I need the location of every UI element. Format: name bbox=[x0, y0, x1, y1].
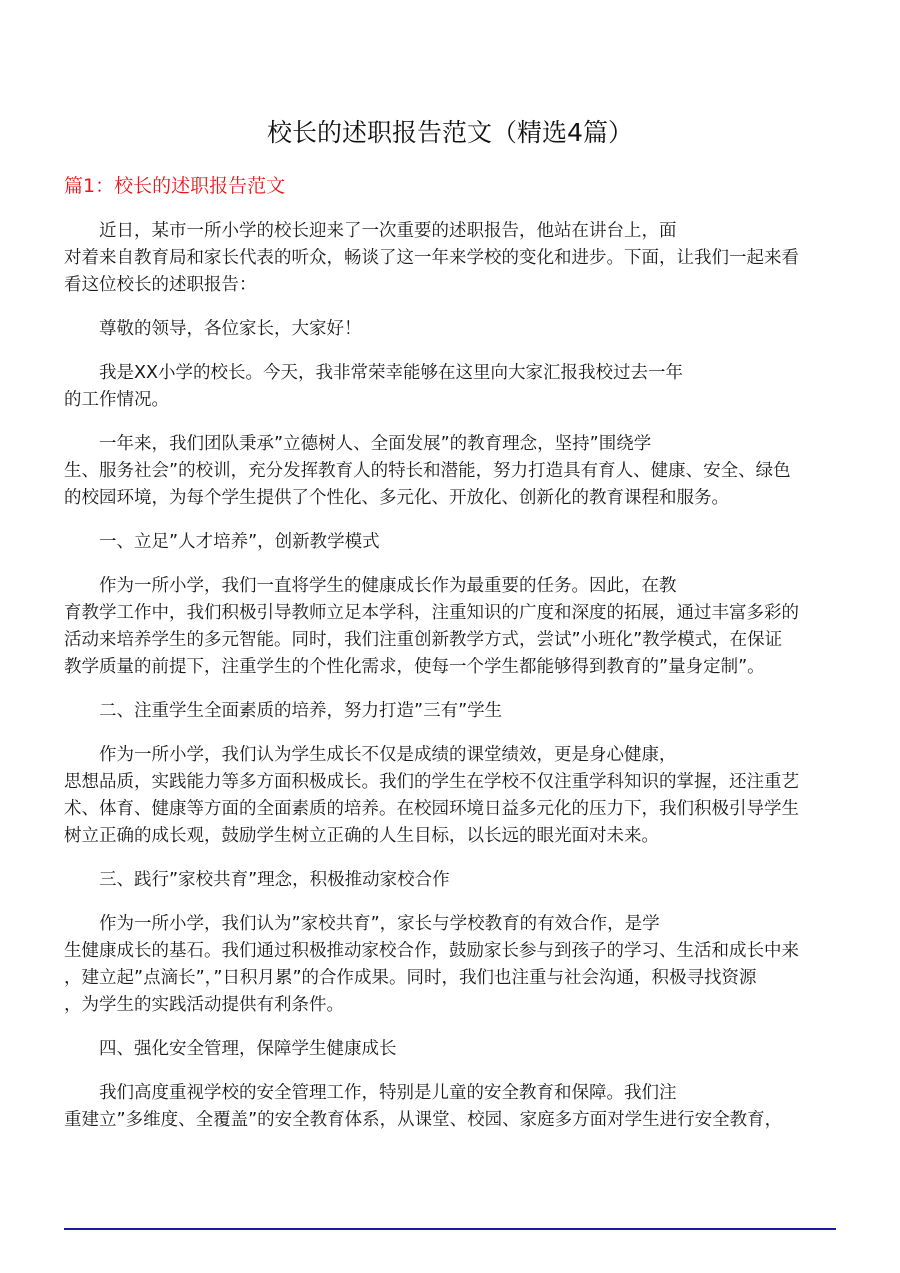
text-line: 作为一所小学，我们一直将学生的健康成长作为最重要的任务。因此，在教 bbox=[99, 576, 677, 596]
paragraph bbox=[64, 218, 844, 299]
text-line: 看这位校长的述职报告： bbox=[64, 275, 257, 295]
text-line: 生健康成长的基石。我们通过积极推动家校合作，鼓励家长参与到孩子的学习、生活和成长中来 bbox=[64, 941, 799, 961]
document-title: 校长的述职报告范文（精选4篇） bbox=[267, 118, 633, 147]
document-body bbox=[64, 218, 844, 1151]
paragraph bbox=[64, 431, 844, 512]
paragraph bbox=[64, 529, 844, 556]
paragraph bbox=[64, 742, 844, 850]
paragraph bbox=[64, 867, 844, 894]
footer-divider bbox=[64, 1228, 836, 1230]
text-line: 二、注重学生全面素质的培养，努力打造”三有”学生 bbox=[99, 701, 503, 721]
text-line: 的工作情况。 bbox=[64, 390, 169, 410]
paragraph bbox=[64, 573, 844, 681]
text-line: ，为学生的实践活动提供有利条件。 bbox=[64, 995, 344, 1015]
text-line: ，建立起”点滴长”，”日积月累”的合作成果。同时，我们也注重与社会沟通，积极寻找资源 bbox=[64, 968, 757, 988]
paragraph bbox=[64, 316, 844, 343]
text-line: 我们高度重视学校的安全管理工作，特别是儿童的安全教育和保障。我们注 bbox=[99, 1083, 677, 1103]
text-line: 的校园环境，为每个学生提供了个性化、多元化、开放化、创新化的教育课程和服务。 bbox=[64, 488, 729, 508]
text-line: 我是XX小学的校长。今天，我非常荣幸能够在这里向大家汇报我校过去一年 bbox=[99, 363, 683, 383]
text-line: 术、体育、健康等方面的全面素质的培养。在校园环境日益多元化的压力下，我们积极引导学生 bbox=[64, 799, 799, 819]
text-line: 作为一所小学，我们认为学生成长不仅是成绩的课堂绩效，更是身心健康， bbox=[99, 745, 677, 765]
text-line: 近日，某市一所小学的校长迎来了一次重要的述职报告，他站在讲台上，面 bbox=[99, 221, 677, 241]
text-line: 四、强化安全管理，保障学生健康成长 bbox=[99, 1039, 397, 1059]
section-heading: 篇1：校长的述职报告范文 bbox=[64, 175, 286, 197]
text-line: 树立正确的成长观，鼓励学生树立正确的人生目标，以长远的眼光面对未来。 bbox=[64, 826, 659, 846]
text-line: 一年来，我们团队秉承”立德树人、全面发展”的教育理念，坚持”围绕学 bbox=[99, 434, 652, 454]
paragraph bbox=[64, 360, 844, 414]
text-line: 一、立足”人才培养”，创新教学模式 bbox=[99, 532, 380, 552]
text-line: 三、践行”家校共育”理念，积极推动家校合作 bbox=[99, 870, 450, 890]
text-line: 作为一所小学，我们认为”家校共育”，家长与学校教育的有效合作，是学 bbox=[99, 914, 660, 934]
text-line: 育教学工作中，我们积极引导教师立足本学科，注重知识的广度和深度的拓展，通过丰富多彩的 bbox=[64, 603, 799, 623]
text-line: 尊敬的领导，各位家长，大家好！ bbox=[99, 319, 362, 339]
text-line: 重建立”多维度、全覆盖”的安全教育体系，从课堂、校园、家庭多方面对学生进行安全教育， bbox=[64, 1110, 783, 1130]
paragraph bbox=[64, 1036, 844, 1063]
text-line: 思想品质，实践能力等多方面积极成长。我们的学生在学校不仅注重学科知识的掌握，还注重艺 bbox=[64, 772, 799, 792]
paragraph bbox=[64, 698, 844, 725]
paragraph bbox=[64, 911, 844, 1019]
text-line: 对着来自教育局和家长代表的听众，畅谈了这一年来学校的变化和进步。下面，让我们一起来看 bbox=[64, 248, 799, 268]
paragraph bbox=[64, 1080, 844, 1134]
text-line: 生、服务社会”的校训，充分发挥教育人的特长和潜能，努力打造具有育人、健康、安全、绿色 bbox=[64, 461, 791, 481]
text-line: 教学质量的前提下，注重学生的个性化需求，使每一个学生都能够得到教育的”量身定制”。 bbox=[64, 657, 765, 677]
text-line: 活动来培养学生的多元智能。同时，我们注重创新教学方式，尝试”小班化”教学模式，在保证 bbox=[64, 630, 783, 650]
